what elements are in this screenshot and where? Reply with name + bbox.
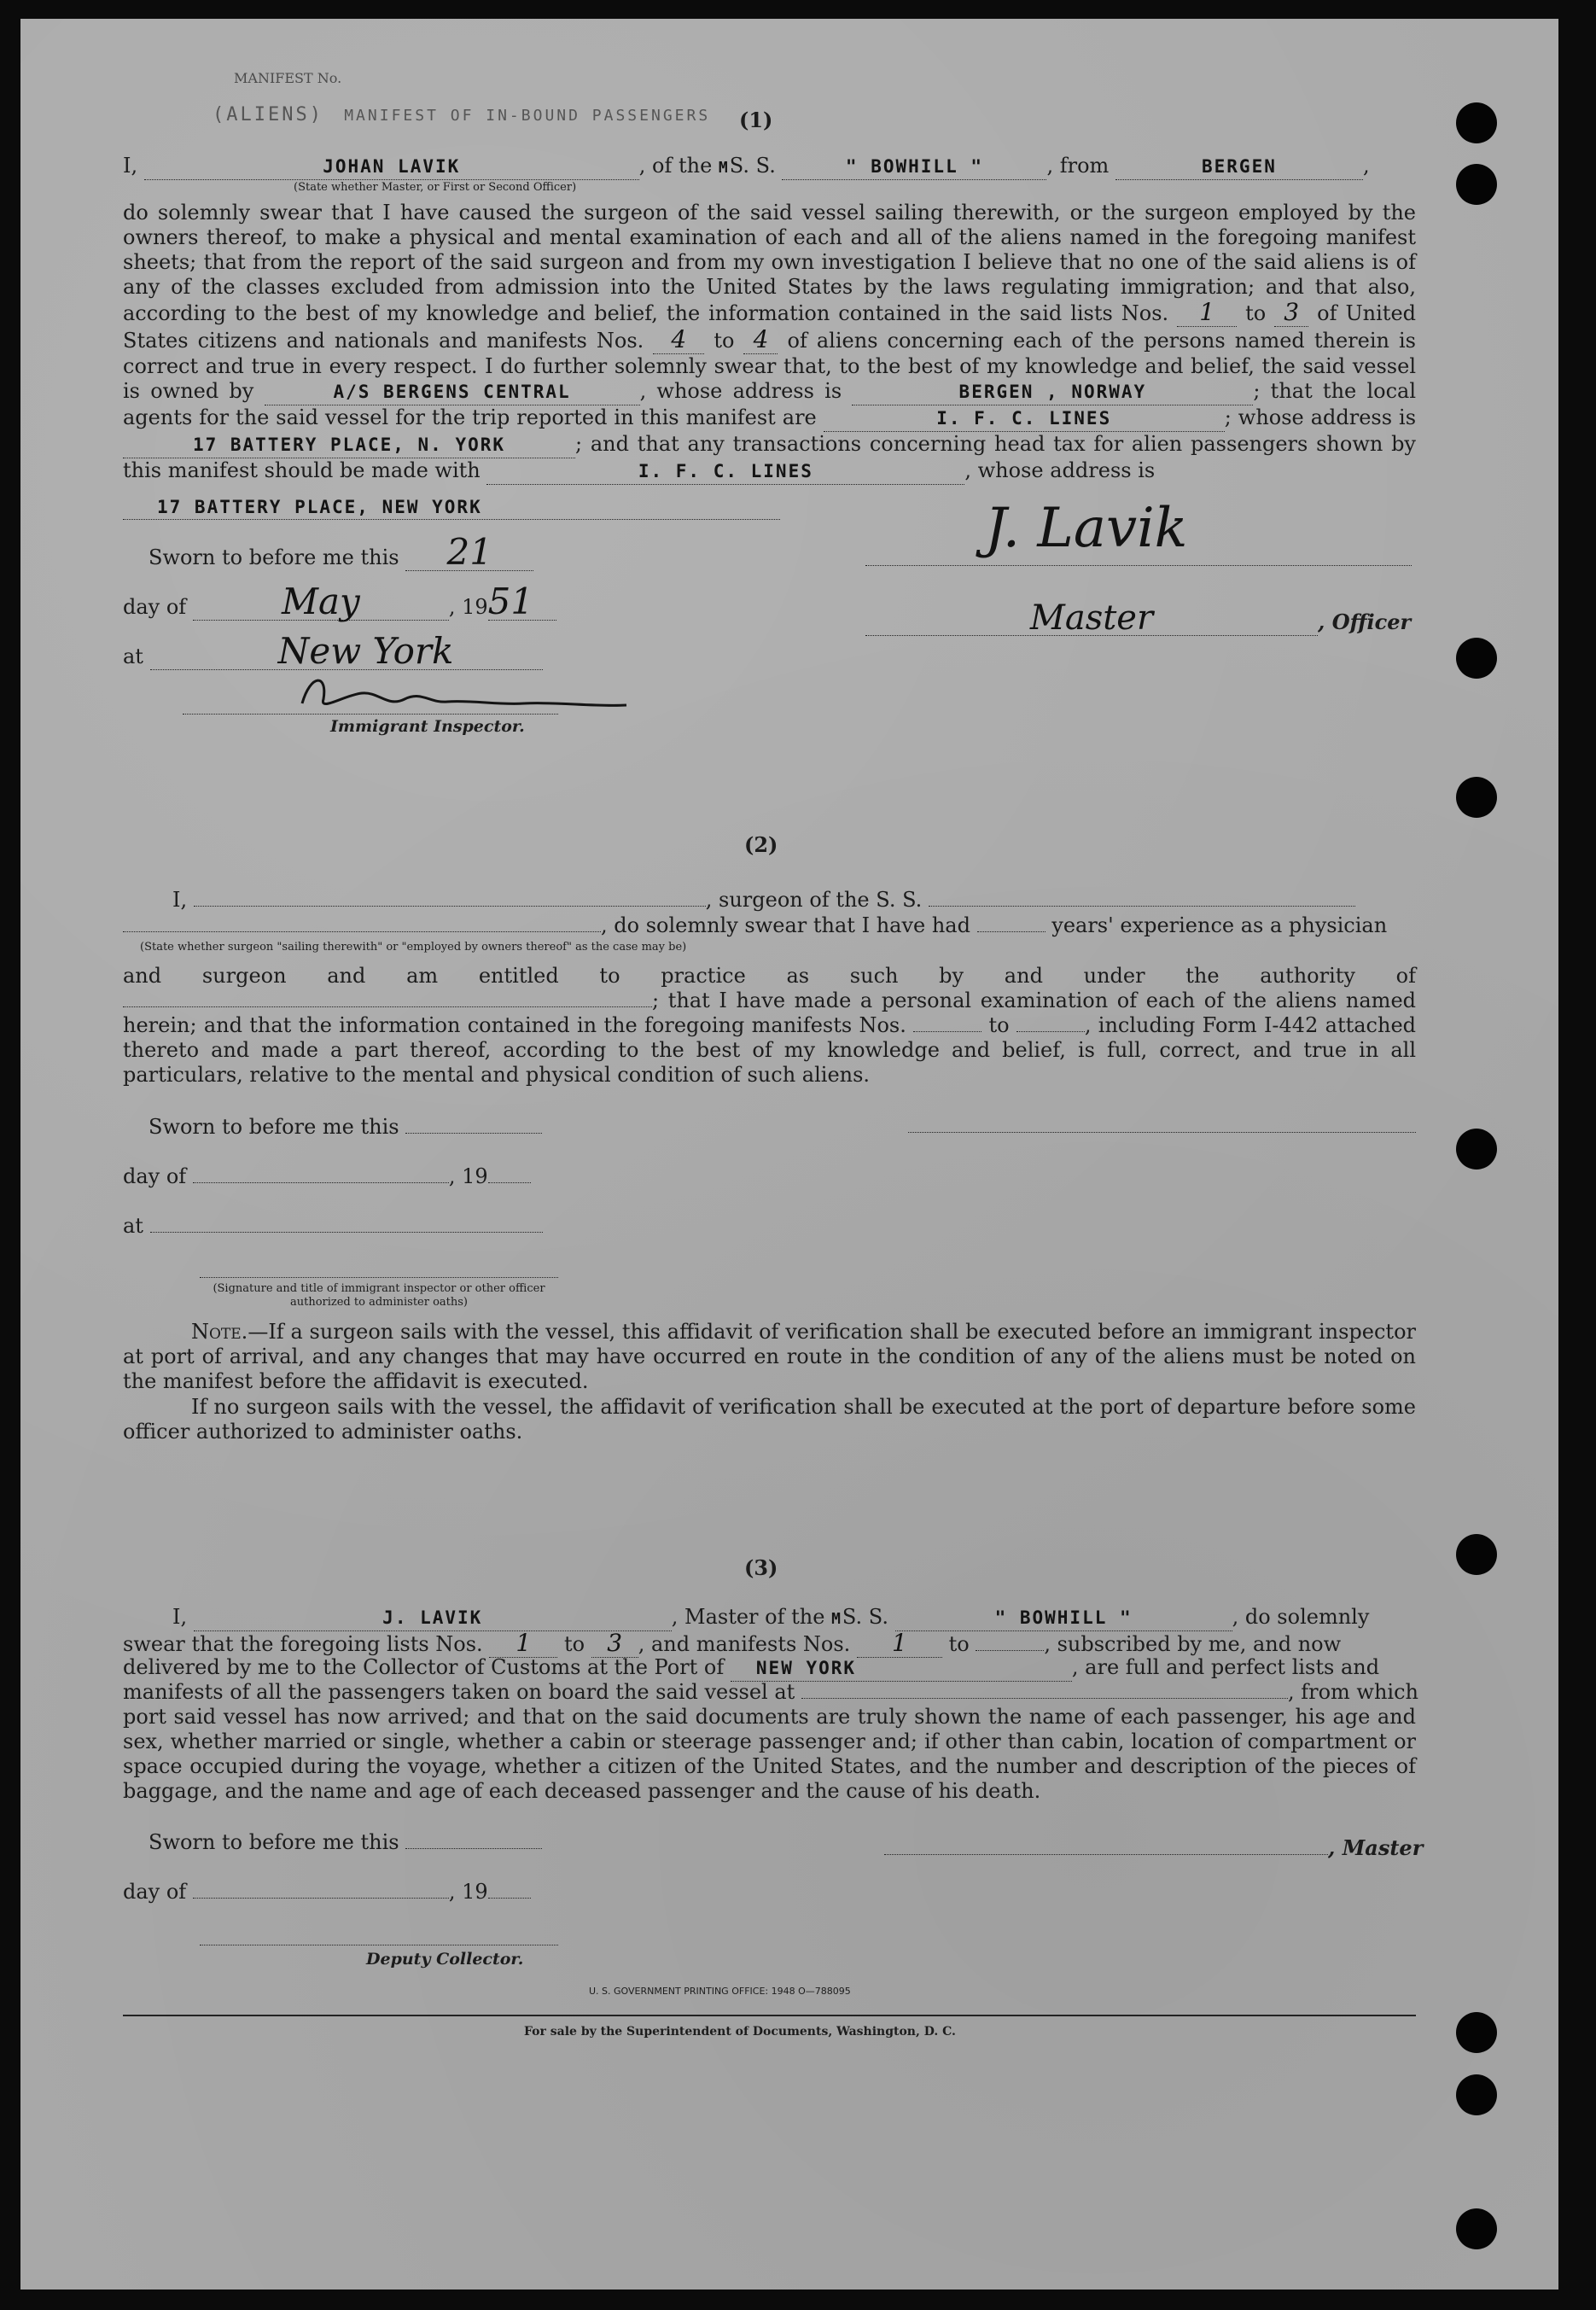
label-to-5: to xyxy=(948,1632,970,1656)
surgeon-of-label: , surgeon of the S. S. xyxy=(705,888,923,912)
vessel-name-field xyxy=(782,154,1046,180)
form-text: , including Form I-442 attached thereto and made a part thereof, according to the best of my knowledge and belief, is full, correct, and true in all particulars, relative to the mental and physical condition of such aliens. xyxy=(123,1013,1417,1087)
authority-field xyxy=(123,1006,652,1007)
master-signature-field xyxy=(884,1854,1328,1855)
declaration-text: port said vessel has now arrived; and that on the said documents are truly shown the name of each passenger, his age and sex, whether married or single, whether a cabin or steerage passenger and; if other than cabin, location of compartment or space occupied during the voyage, whether a citizen of the United States, and the number and description of the pieces of baggage, and the name and age of each deceased passenger and the cause of his death. xyxy=(123,1705,1416,1803)
officer-title-field xyxy=(865,598,1318,638)
surgeon-note: (State whether surgeon "sailing therewith" or "employed by owners thereof" as the case may be) xyxy=(140,941,687,954)
year-field-3 xyxy=(488,1898,531,1899)
lists-to-3: 3 xyxy=(607,1629,623,1657)
manifest-number-label: MANIFEST No. xyxy=(234,70,342,86)
officer-sig-line xyxy=(865,565,1412,566)
manifest-page xyxy=(20,19,1558,2290)
day-of-label-2: day of xyxy=(123,1164,187,1188)
place-field-2 xyxy=(150,1232,543,1233)
officer-signature: J. Lavik xyxy=(985,497,1188,560)
full-perfect-label: , are full and perfect lists and xyxy=(1071,1655,1380,1679)
lists-line xyxy=(123,1630,1341,1658)
punch-hole xyxy=(1456,102,1497,143)
section-3-body xyxy=(123,1705,1416,1804)
of-aliens-text: of aliens concerning each of the persons named xyxy=(787,329,1305,353)
officer-name: JOHAN LAVIK xyxy=(323,156,461,177)
and-manifests-label: , and manifests Nos. xyxy=(638,1632,851,1656)
agents-address: 17 BATTERY PLACE, N. YORK xyxy=(192,435,506,455)
inspector-line xyxy=(183,714,558,715)
manifests-to: 4 xyxy=(753,325,769,353)
owner-address-field xyxy=(852,379,1253,405)
year-field xyxy=(487,580,556,622)
note-paragraph-2 xyxy=(123,1395,1416,1444)
at-line xyxy=(123,630,543,672)
oath-paragraph: do solemnly swear that I have caused the surgeon of the said vessel sailing therewith, or the surgeon employed by the owners thereof, to make a physical and mental examination of each and all of the aliens named in the foregoing manifest sheets; that from the report of the said surgeon and from my own investigation I believe that no one of the said aliens is of any of the classes excluded from admission into the United States by the laws regulating immigration; and that also, according to the best of my knowledge and belief, the information contained in the said lists Nos. xyxy=(123,201,1416,325)
note-text: —If a surgeon sails with the vessel, this affidavit of verification shall be executed before an immigrant inspector at port of arrival, and any changes that may have occurred en route in the condition of any of the aliens must be noted on the manifest before the affidavit is executed. xyxy=(123,1320,1416,1393)
signature-line-2 xyxy=(908,1132,1416,1133)
signature-note: (Signature and title of immigrant inspector or other officer authorized to administer oaths) xyxy=(213,1282,545,1309)
sworn-label-3: Sworn to before me this xyxy=(149,1830,399,1854)
sworn-line-2 xyxy=(149,1115,542,1140)
years-field xyxy=(977,931,1046,932)
label-ss-3: S. S. xyxy=(842,1605,888,1629)
punch-hole xyxy=(1456,1129,1497,1170)
year: 51 xyxy=(487,580,534,622)
manifests-from: 4 xyxy=(671,325,687,353)
label-from: , from xyxy=(1046,154,1110,178)
note-label: Note. xyxy=(191,1320,248,1344)
officer-title-line xyxy=(865,598,1412,638)
place-field xyxy=(150,630,543,672)
master-of-label: , Master of the xyxy=(671,1605,825,1629)
year-prefix-2: , 19 xyxy=(448,1164,488,1188)
solemnly-label: , do solemnly xyxy=(1232,1605,1370,1629)
printing-imprint: U. S. GOVERNMENT PRINTING OFFICE: 1948 O—788095 xyxy=(589,1986,851,1997)
year-prefix-3: , 19 xyxy=(448,1880,488,1904)
swear-label: , do solemnly swear that I have had xyxy=(601,913,970,937)
lists-from-field-3 xyxy=(489,1630,557,1658)
surgeon-line xyxy=(172,888,1355,913)
section-2-number: (2) xyxy=(744,832,778,857)
boarding-port-field xyxy=(801,1698,1288,1699)
master-line xyxy=(172,1605,1369,1631)
departure-port: BERGEN xyxy=(1202,156,1277,177)
list-heading: (ALIENS) xyxy=(213,104,323,125)
manifests-to-field-3 xyxy=(976,1650,1044,1651)
month: May xyxy=(281,580,360,622)
list-title-text: MANIFEST OF IN-BOUND PASSENGERS xyxy=(344,107,711,125)
at-label-2: at xyxy=(123,1214,143,1238)
manifests-from-3: 1 xyxy=(892,1629,907,1657)
examination-text: that I have made a personal examination of each of the aliens named herein; and that the information contained in the xyxy=(123,989,1417,1037)
headtax-address-field xyxy=(123,497,780,520)
vessel-name-field-3 xyxy=(895,1605,1232,1631)
agents-text: that the local agents for the said vessel for the trip reported in this manifest are xyxy=(123,379,1417,429)
label-to-4: to xyxy=(563,1632,585,1656)
footer-rule xyxy=(123,2015,1416,2016)
owner-paragraph: therein is correct and true in every respect. I do further solemnly swear that, to the best of my knowledge and belief, the said vessel is owned by xyxy=(123,329,1416,403)
sworn-label: Sworn to before me this xyxy=(149,545,399,569)
agents-address-label: whose address is xyxy=(1238,405,1417,429)
surgeon-status-field xyxy=(123,931,601,932)
month-field-3 xyxy=(193,1898,449,1899)
lists-to-field-3 xyxy=(591,1630,638,1658)
us-citizens-text: of United States citizens and nationals and manifests Nos. xyxy=(123,301,1417,353)
master-name-field xyxy=(194,1605,672,1631)
agents-field xyxy=(824,405,1225,432)
list-title xyxy=(213,104,710,125)
vessel-name-3: " BOWHILL " xyxy=(994,1607,1133,1628)
year-prefix: , 19 xyxy=(448,595,488,619)
month-field xyxy=(193,580,449,622)
at-line-2 xyxy=(123,1214,543,1239)
headtax-address: 17 BATTERY PLACE, NEW YORK xyxy=(157,497,482,517)
manifests-to-field-2 xyxy=(1016,1031,1085,1032)
agents-name: I. F. C. LINES xyxy=(936,408,1112,429)
subscribed-label: , subscribed by me, and now xyxy=(1044,1632,1342,1656)
punch-hole xyxy=(1456,2012,1497,2053)
lists-from-field xyxy=(1177,300,1237,327)
section-1-body: do solemnly swear that I have caused the surgeon of the said vessel sailing therewith, or the surgeon employed by the owners thereof, to make a physical and mental examination of each and all of the aliens named in the foregoing manifest sheets; that from the report of the said surgeon and from my own investigation I believe that no one of the said aliens is of any of the classes excluded from admission into the United States by the laws regulating immigration; and that also, according to the best of my knowledge and belief, the information contained in the said lists Nos. 1 to 3 of United States citizens and nationals and manifests Nos. 4 to 4 of aliens concerning each of the persons named therein is correct and true in every respect. I do further solemnly swear that, to the best of my knowledge and belief, the said vessel is owned by A/S BERGENS CENTRAL , whose address is BERGEN , NORWAY ; that the local agents for the said vessel for the trip reported in this manifest are I. F. C. LINES ; whose address is 17 BATTERY PLACE, N. YORK ; and that any transactions concerning head tax for alien passengers shown by this manifest should be made with I. F. C. LINES , whose address is xyxy=(123,201,1416,485)
punch-hole xyxy=(1456,2208,1497,2249)
punch-hole xyxy=(1456,777,1497,818)
surgeon-name-field xyxy=(194,906,706,907)
manifests-text: foregoing manifests Nos. xyxy=(644,1013,906,1037)
at-label: at xyxy=(123,645,143,668)
sale-note: For sale by the Superintendent of Documents, Washington, D. C. xyxy=(524,2025,956,2039)
sworn-day-field-3 xyxy=(405,1848,542,1849)
officer-name-field xyxy=(144,154,639,180)
label-to-3: to xyxy=(988,1013,1010,1037)
rank-note: (State whether Master, or First or Second Officer) xyxy=(294,181,577,194)
owner-name: A/S BERGENS CENTRAL xyxy=(333,382,571,402)
lists-to: 3 xyxy=(1284,298,1300,326)
deputy-label: Deputy Collector. xyxy=(366,1950,524,1969)
label-ss: S. S. xyxy=(729,154,776,178)
year-field-2 xyxy=(488,1182,531,1183)
lists-from: 1 xyxy=(1199,298,1215,326)
label-of-the: , of the xyxy=(638,154,713,178)
punch-hole xyxy=(1456,638,1497,679)
surgeon-vessel-field xyxy=(929,906,1355,907)
day-of-line-3 xyxy=(123,1880,531,1905)
lists-to-field xyxy=(1274,300,1308,327)
manifests-from-field-2 xyxy=(913,1031,981,1032)
label-to: to xyxy=(1245,301,1267,325)
day-of-label-3: day of xyxy=(123,1880,187,1904)
owner-address: BERGEN , NORWAY xyxy=(958,382,1147,402)
punch-hole xyxy=(1456,1534,1497,1575)
day-of-line-2 xyxy=(123,1164,531,1189)
label-to-2: to xyxy=(714,329,735,353)
lists-from-3: 1 xyxy=(515,1629,532,1657)
departure-port-field xyxy=(1115,154,1363,180)
manifests-to-field xyxy=(743,327,778,354)
section-2-body: and surgeon and am entitled to practice as such by and under the authority of ; that I have made a personal examination of each of the aliens named herein; and that the information contained in the foregoing manifests Nos. to , including Form I-442 attached thereto and made a part thereof, according to the best of my knowledge and belief, is full, correct, and true in all particulars, relative to the mental and physical condition of such aliens. xyxy=(123,964,1417,1087)
note-paragraph xyxy=(123,1320,1416,1394)
taken-on-board-line xyxy=(123,1680,1418,1705)
delivered-label: delivered by me to the Collector of Customs at the Port of xyxy=(123,1655,725,1679)
manifests-from-field xyxy=(653,327,704,354)
from-which-label: , from which xyxy=(1287,1680,1418,1704)
vessel-type-3: M xyxy=(831,1610,842,1628)
agents-address-field xyxy=(123,432,575,458)
taken-label: manifests of all the passengers taken on board the said vessel at xyxy=(123,1680,795,1704)
master-label: , Master xyxy=(1328,1835,1424,1860)
vessel-type: M xyxy=(718,159,730,177)
inspector-line-2 xyxy=(200,1277,558,1278)
officer-label: , Officer xyxy=(1318,610,1412,634)
officer-title: Master xyxy=(1029,598,1154,638)
day-of-label: day of xyxy=(123,595,187,619)
section-1-number: (1) xyxy=(739,108,773,132)
sworn-day-field xyxy=(405,531,533,573)
master-name: J. LAVIK xyxy=(382,1607,483,1628)
place: New York xyxy=(277,630,454,672)
sworn-label-2: Sworn to before me this xyxy=(149,1115,399,1139)
label-i: I, xyxy=(123,154,138,178)
authority-text: and surgeon and am entitled to practice as such by and under the authority of xyxy=(123,964,1416,988)
arrival-port: NEW YORK xyxy=(755,1658,857,1678)
sworn-day-field-2 xyxy=(405,1133,542,1134)
sworn-line-3 xyxy=(149,1830,542,1855)
headtax-text: ; and that any transactions concerning head tax for alien passengers shown by this manifest should be made with xyxy=(123,432,1416,482)
swear-lists-label: swear that the foregoing lists Nos. xyxy=(123,1632,483,1656)
vessel-name: " BOWHILL " xyxy=(845,156,983,177)
label-i-3: I, xyxy=(172,1605,188,1629)
arrival-port-field xyxy=(731,1655,1072,1682)
manifests-from-field-3 xyxy=(857,1630,942,1658)
delivered-line xyxy=(123,1655,1379,1682)
section-3-number: (3) xyxy=(744,1555,778,1580)
label-whose-address: , whose address is xyxy=(639,379,842,403)
oath-line: I, JOHAN LAVIK , of the MS. S. " BOWHILL " , from BERGEN , xyxy=(123,154,1416,180)
punch-hole xyxy=(1456,164,1497,205)
sworn-line xyxy=(149,531,533,573)
inspector-signature xyxy=(294,669,635,720)
day-of-line xyxy=(123,580,556,622)
owner-field xyxy=(265,379,640,405)
headtax-company: I. F. C. LINES xyxy=(638,461,813,481)
month-field-2 xyxy=(193,1182,449,1183)
master-signature-line xyxy=(884,1835,1423,1861)
label-whose-address-2: , whose address is xyxy=(964,458,1156,482)
inspector-label: Immigrant Inspector. xyxy=(330,717,525,736)
surgeon-experience-line xyxy=(123,913,1387,938)
headtax-company-field xyxy=(486,458,964,485)
sworn-day: 21 xyxy=(446,531,492,573)
label-i-2: I, xyxy=(172,888,188,912)
punch-hole xyxy=(1456,2074,1497,2115)
years-label: years' experience as a physician xyxy=(1051,913,1388,937)
note-text-2: If no surgeon sails with the vessel, the affidavit of verification shall be executed at the port of departure before some officer authorized to administer oaths. xyxy=(123,1395,1416,1444)
